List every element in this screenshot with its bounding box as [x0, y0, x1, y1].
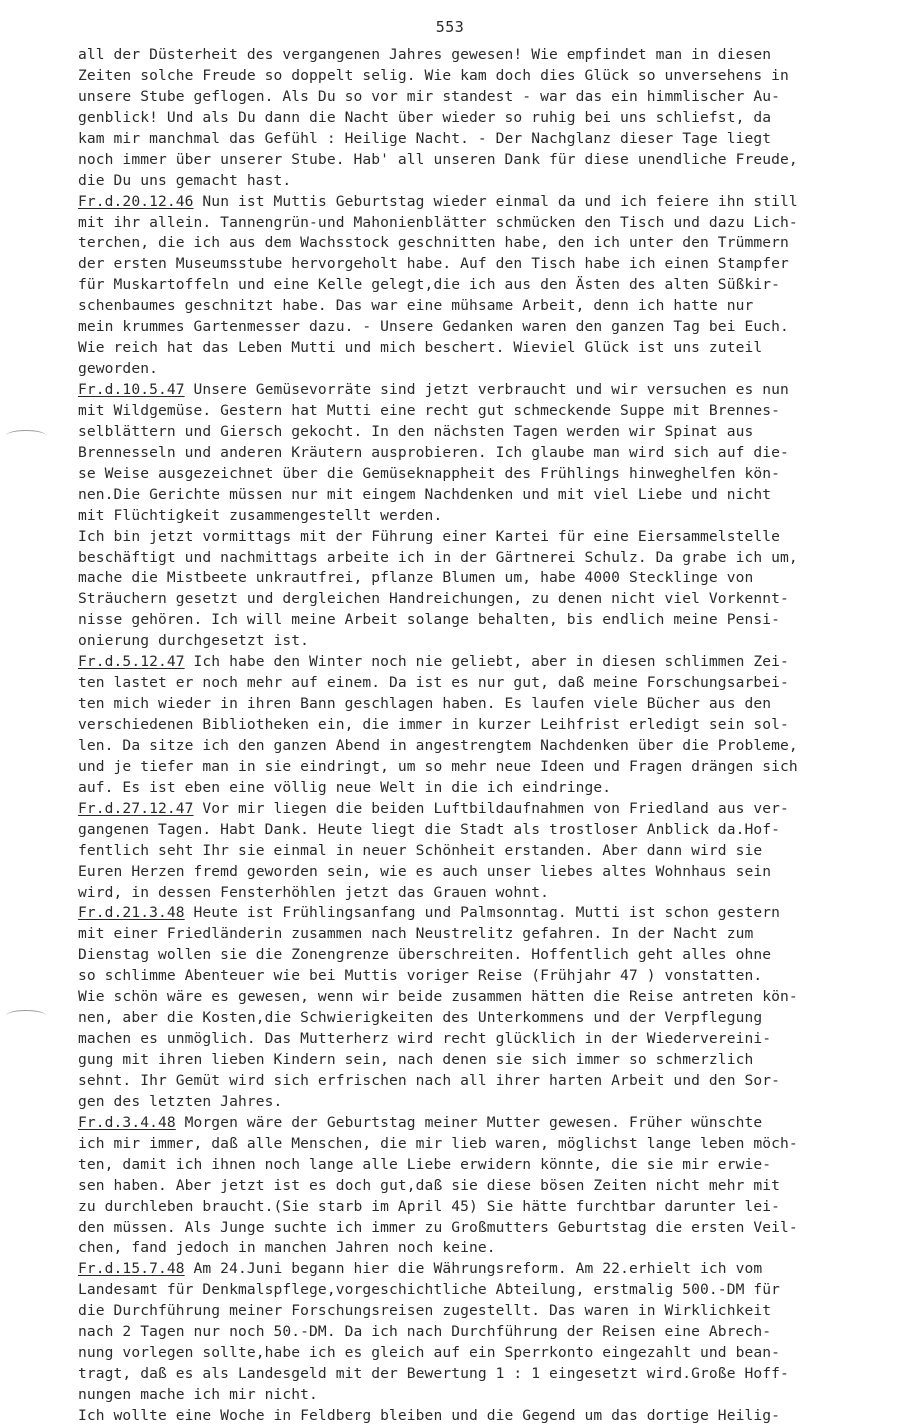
page-number: 553 [435, 18, 465, 36]
text-line [78, 1385, 878, 1406]
text-line [78, 506, 878, 527]
text-line [78, 527, 878, 548]
text-line [78, 715, 878, 736]
margin-punch-mark [6, 1010, 46, 1021]
text-line [78, 862, 878, 883]
line-text: gung mit ihren lieben Kindern sein, nach denen sie sich immer so schmerzlich [78, 1051, 754, 1068]
line-text: Heute ist Frühlingsanfang und Palmsonntag. Mutti ist schon gestern [184, 904, 781, 922]
line-text: ten lastet er noch mehr auf einem. Da ist es nur gut, daß meine Forschungsarbei- [78, 674, 789, 692]
line-text: Dienstag wollen sie die Zonengrenze überschreiten. Hoffentlich geht alles ohne [78, 946, 772, 964]
line-text: ten, damit ich ihnen noch lange alle Liebe erwidern könnte, die sie mir erwie- [78, 1155, 772, 1173]
text-line [78, 1238, 878, 1259]
line-text: mit einer Friedländerin zusammen nach Neustrelitz gefahren. In der Nacht zum [78, 925, 754, 943]
line-text: Landesamt für Denkmalspflege,vorgeschichtliche Abteilung, erstmalig 500.-DM für [78, 1281, 781, 1299]
line-text: mit Flüchtigkeit zusammengestellt werden. [78, 506, 443, 524]
line-text: Ich wollte eine Woche in Feldberg bleiben und die Gegend um das dortige Heilig- [78, 1406, 781, 1424]
entry-date: Fr.d.15.7.48 [78, 1260, 185, 1278]
text-line [78, 589, 878, 610]
line-text: nungen mache ich mir nicht. [78, 1386, 318, 1403]
line-text: Sträuchern gesetzt und dergleichen Handreichungen, zu denen nicht viel Vorkennt- [78, 590, 789, 608]
text-line [78, 1155, 878, 1176]
line-text: Brennesseln und anderen Kräutern ausprobieren. Ich glaube man wird sich auf die- [78, 443, 789, 461]
text-line [78, 1364, 878, 1385]
line-text: den müssen. Als Junge suchte ich immer zu Großmutters Geburtstag die ersten Veil- [78, 1218, 798, 1236]
line-text: Nun ist Muttis Geburtstag wieder einmal da und ich feiere ihn still [193, 192, 798, 210]
text-line [78, 150, 878, 171]
text-line [78, 987, 878, 1008]
entry-date: Fr.d.5.12.47 [78, 653, 185, 671]
text-line [78, 1008, 878, 1029]
text-line [78, 485, 878, 506]
diary-entry-start-line [78, 1259, 878, 1280]
line-text: se Weise ausgezeichnet über die Gemüseknappheit des Frühlings hinweghelfen kön- [78, 464, 781, 482]
text-line [78, 254, 878, 275]
line-text: Ich bin jetzt vormittags mit der Führung einer Kartei für eine Eiersammelstelle [78, 527, 781, 545]
text-line [78, 1322, 878, 1343]
text-line [78, 673, 878, 694]
text-line [78, 883, 878, 904]
text-line [78, 610, 878, 631]
entry-date: Fr.d.10.5.47 [78, 381, 185, 398]
text-line [78, 966, 878, 987]
line-text: Vor mir liegen die beiden Luftbildaufnahmen von Friedland aus ver- [193, 799, 789, 817]
text-line [78, 1092, 878, 1113]
text-line [78, 87, 878, 108]
line-text: len. Da sitze ich den ganzen Abend in angestrengtem Nachdenken über die Probleme, [78, 736, 798, 754]
line-text: Wie schön wäre es gewesen, wenn wir beide zusammen hätten die Reise antreten kön- [78, 988, 798, 1006]
text-line [78, 108, 878, 129]
text-line [78, 338, 878, 359]
line-text: selblättern und Giersch gekocht. In den nächsten Tagen werden wir Spinat aus [78, 422, 754, 440]
diary-entry-start-line [78, 192, 878, 213]
line-text: tragt, daß es als Landesgeld mit der Bewertung 1 : 1 eingesetzt wird.Große Hoff- [78, 1365, 789, 1383]
line-text: Morgen wäre der Geburtstag meiner Mutter gewesen. Früher wünschte [175, 1113, 763, 1131]
entry-date: Fr.d.20.12.46 [78, 192, 194, 210]
text-line [78, 233, 878, 254]
text-line [78, 1218, 878, 1239]
text-line [78, 820, 878, 841]
text-line [78, 924, 878, 945]
line-text: Euren Herzen fremd geworden sein, wie es auch unser liebes altes Wohnhaus sein [78, 862, 772, 880]
line-text: noch immer über unserer Stube. Hab' all unseren Dank für diese unendliche Freude, [78, 150, 798, 168]
diary-entry-start-line [78, 652, 878, 673]
line-text: schenbaumes geschnitzt habe. Das war eine mühsame Arbeit, denn ich hatte nur [78, 297, 754, 315]
line-text: mit ihr allein. Tannengrün-und Mahonienblätter schmücken den Tisch und dazu Lich- [78, 213, 798, 231]
line-text: so schlimme Abenteuer wie bei Muttis voriger Reise (Frühjahr 47 ) vonstatten. [78, 967, 763, 985]
text-line [78, 1029, 878, 1050]
text-line [78, 129, 878, 150]
text-line [78, 359, 878, 380]
line-text: unsere Stube geflogen. Als Du so vor mir standest - war das ein himmlischer Au- [78, 87, 781, 105]
line-text: mein krummes Gartenmesser dazu. - Unsere Gedanken waren den ganzen Tag bei Euch. [78, 318, 789, 336]
line-text: verschiedenen Bibliotheken ein, die immer in kurzer Leihfrist erledigt sein sol- [78, 716, 789, 733]
text-line [78, 213, 878, 234]
text-line [78, 568, 878, 589]
line-text: genblick! Und als Du dann die Nacht über wieder so ruhig bei uns schliefst, da [78, 108, 772, 126]
line-text: gangenen Tagen. Habt Dank. Heute liegt die Stadt als trostloser Anblick da.Hof- [78, 820, 781, 838]
text-line [78, 1134, 878, 1155]
text-line [78, 401, 878, 422]
entry-date: Fr.d.3.4.48 [78, 1113, 176, 1131]
text-line [78, 66, 878, 87]
line-text: nisse gehören. Ich will meine Arbeit solange behalten, bis endlich meine Pensi- [78, 611, 781, 629]
line-text: nen, aber die Kosten,die Schwierigkeiten des Unterkommens und der Verpflegung [78, 1009, 763, 1027]
line-text: Unsere Gemüsevorräte sind jetzt verbraucht und wir versuchen es nun [184, 381, 789, 398]
line-text: mit Wildgemüse. Gestern hat Mutti eine recht gut schmeckende Suppe mit Brennes- [78, 401, 781, 419]
text-line [78, 757, 878, 778]
line-text: nen.Die Gerichte müssen nur mit eingem Nachdenken und mit viel Liebe und nicht [78, 485, 772, 503]
text-line [78, 1050, 878, 1071]
text-line [78, 443, 878, 464]
line-text: Zeiten solche Freude so doppelt selig. Wie kam doch dies Glück so unversehens in [78, 66, 789, 84]
line-text: zu durchleben braucht.(Sie starb im April 45) Sie hätte furchtbar darunter lei- [78, 1197, 781, 1215]
text-line [78, 694, 878, 715]
diary-entry-start-line [78, 903, 878, 924]
text-line [78, 422, 878, 443]
text-line [78, 548, 878, 569]
line-text: onierung durchgesetzt ist. [78, 632, 310, 650]
text-line [78, 1343, 878, 1364]
entry-date: Fr.d.27.12.47 [78, 799, 194, 817]
line-text: terchen, die ich aus dem Wachsstock geschnitten habe, den ich unter den Trümmern [78, 234, 789, 252]
line-text: chen, fand jedoch in manchen Jahren noch keine. [78, 1239, 496, 1257]
line-text: die Du uns gemacht hast. [78, 171, 292, 189]
text-line [78, 1406, 878, 1427]
line-text: Am 24.Juni begann hier die Währungsreform. Am 22.erhielt ich vom [184, 1260, 763, 1278]
line-text: die Durchführung meiner Forschungsreisen zugestellt. Das waren in Wirklichkeit [78, 1302, 772, 1320]
text-line [78, 45, 878, 66]
line-text: wird, in dessen Fensterhöhlen jetzt das Grauen wohnt. [78, 883, 549, 901]
line-text: nach 2 Tagen nur noch 50.-DM. Da ich nach Durchführung der Reisen eine Abrech- [78, 1323, 772, 1341]
text-line [78, 1176, 878, 1197]
text-line [78, 296, 878, 317]
diary-entry-start-line [78, 1113, 878, 1134]
text-line [78, 1280, 878, 1301]
line-text: mache die Mistbeete unkrautfrei, pflanze Blumen um, habe 4000 Stecklinge von [78, 569, 754, 587]
text-line [78, 464, 878, 485]
text-line [78, 945, 878, 966]
entry-date: Fr.d.21.3.48 [78, 904, 185, 922]
line-text: geworden. [78, 360, 158, 378]
text-line [78, 317, 878, 338]
text-line [78, 1301, 878, 1322]
text-line [78, 631, 878, 652]
text-line [78, 1197, 878, 1218]
line-text: und je tiefer man in sie eindringt, um so mehr neue Ideen und Fragen drängen sich [78, 757, 798, 775]
text-line [78, 778, 878, 799]
line-text: nung vorlegen sollte,habe ich es gleich auf ein Sperrkonto eingezahlt und bean- [78, 1344, 781, 1362]
line-text: fentlich seht Ihr sie einmal in neuer Schönheit erstanden. Aber dann wird sie [78, 841, 763, 859]
line-text: der ersten Museumsstube hervorgeholt habe. Auf den Tisch habe ich einen Stampfer [78, 255, 789, 273]
line-text: machen es unmöglich. Das Mutterherz wird recht glücklich in der Wiedervereini- [78, 1030, 772, 1048]
text-line [78, 841, 878, 862]
text-line [78, 1071, 878, 1092]
line-text: ich mir immer, daß alle Menschen, die mir lieb waren, möglichst lange leben möch- [78, 1134, 798, 1152]
line-text: auf. Es ist eben eine völlig neue Welt in die ich eindringe. [78, 778, 612, 796]
text-line [78, 736, 878, 757]
line-text: gen des letzten Jahres. [78, 1092, 283, 1110]
line-text: sen haben. Aber jetzt ist es doch gut,daß sie diese bösen Zeiten nicht mehr mit [78, 1176, 781, 1194]
line-text: kam mir manchmal das Gefühl : Heilige Nacht. - Der Nachglanz dieser Tage liegt [78, 129, 772, 147]
line-text: sehnt. Ihr Gemüt wird sich erfrischen nach all ihrer harten Arbeit und den Sor- [78, 1071, 781, 1089]
line-text: all der Düsterheit des vergangenen Jahres gewesen! Wie empfindet man in diesen [78, 46, 772, 63]
line-text: Ich habe den Winter noch nie geliebt, aber in diesen schlimmen Zei- [184, 653, 789, 671]
diary-text [78, 45, 878, 1427]
line-text: Wie reich hat das Leben Mutti und mich beschert. Wieviel Glück ist uns zuteil [78, 339, 763, 357]
line-text: für Muskartoffeln und eine Kelle gelegt,die ich aus den Ästen des alten Süßkir- [78, 276, 781, 294]
diary-entry-start-line [78, 799, 878, 820]
text-line [78, 171, 878, 192]
diary-entry-start-line [78, 380, 878, 401]
line-text: ten mich wieder in ihren Bann geschlagen haben. Es laufen viele Bücher aus den [78, 695, 772, 713]
text-line [78, 275, 878, 296]
line-text: beschäftigt und nachmittags arbeite ich in der Gärtnerei Schulz. Da grabe ich um, [78, 548, 798, 566]
margin-punch-mark [6, 430, 46, 441]
